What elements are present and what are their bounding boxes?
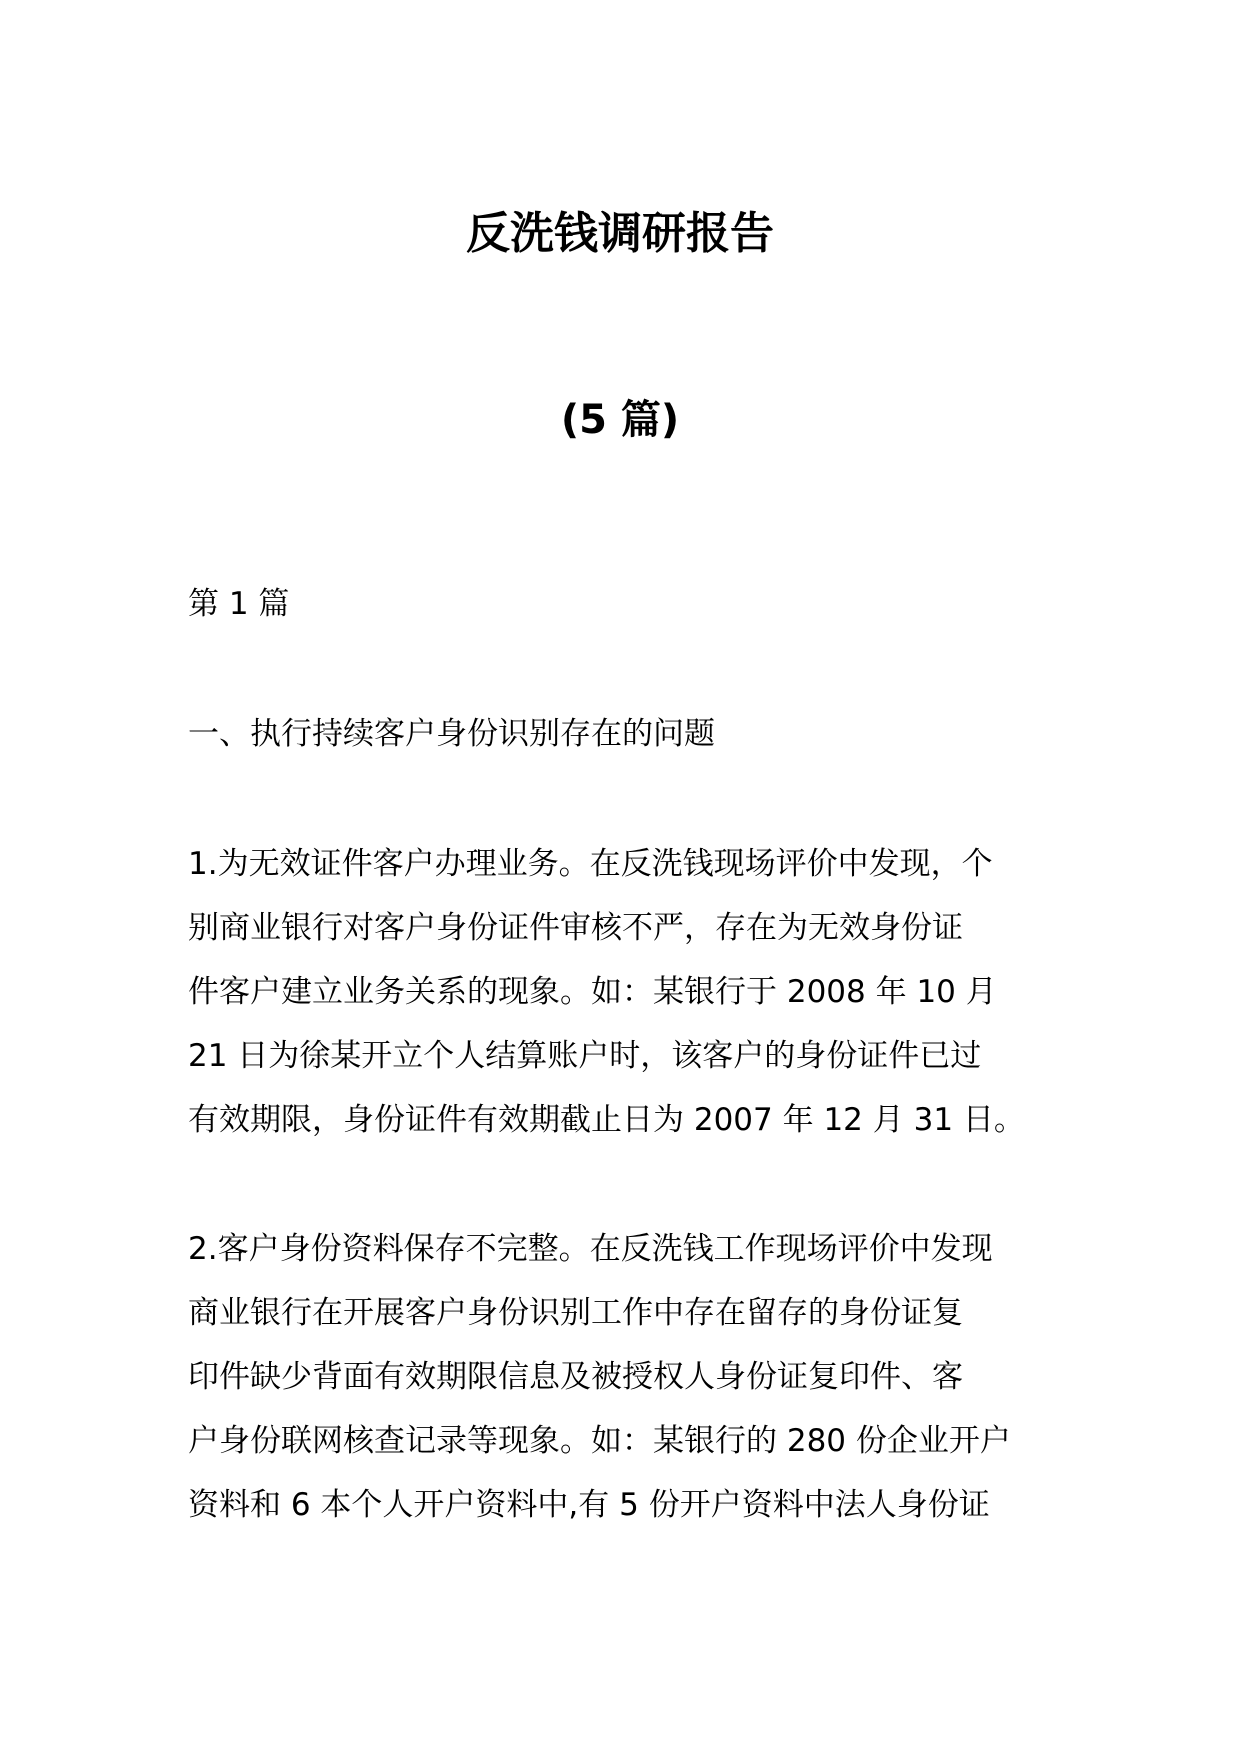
document-title: 反洗钱调研报告 bbox=[466, 208, 774, 259]
paragraph-1 bbox=[188, 832, 1058, 1152]
section-label: 第 1 篇 bbox=[188, 586, 290, 622]
section-heading: 一、执行持续客户身份识别存在的问题 bbox=[188, 716, 715, 752]
paragraph-line: 2.客户身份资料保存不完整。在反洗钱工作现场评价中发现 bbox=[188, 1231, 993, 1267]
document-subtitle: (5 篇) bbox=[560, 397, 680, 443]
paragraph-line: 资料和 6 本个人开户资料中,有 5 份开户资料中法人身份证 bbox=[188, 1487, 990, 1523]
paragraph-line: 别商业银行对客户身份证件审核不严，存在为无效身份证 bbox=[188, 910, 963, 946]
paragraph-line: 印件缺少背面有效期限信息及被授权人身份证复印件、客 bbox=[188, 1359, 963, 1395]
paragraph-line: 户身份联网核查记录等现象。如：某银行的 280 份企业开户 bbox=[188, 1423, 1011, 1459]
paragraph-line: 件客户建立业务关系的现象。如：某银行于 2008 年 10 月 bbox=[188, 974, 997, 1010]
paragraph-line: 有效期限，身份证件有效期截止日为 2007 年 12 月 31 日。 bbox=[188, 1102, 1025, 1138]
paragraph-line: 21 日为徐某开立个人结算账户时，该客户的身份证件已过 bbox=[188, 1038, 982, 1074]
paragraph-2 bbox=[188, 1217, 1058, 1537]
paragraph-line: 商业银行在开展客户身份识别工作中存在留存的身份证复 bbox=[188, 1295, 963, 1331]
paragraph-line: 1.为无效证件客户办理业务。在反洗钱现场评价中发现，个 bbox=[188, 846, 993, 882]
